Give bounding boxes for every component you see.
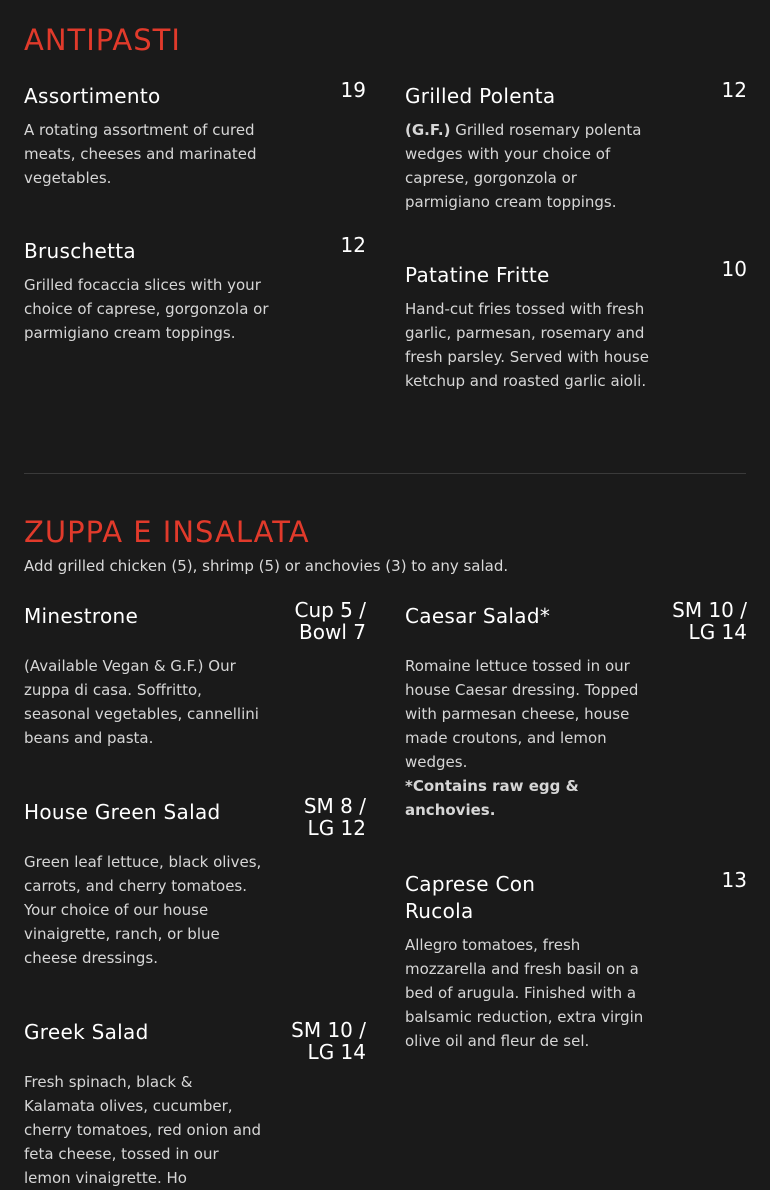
item-price: 10 [721, 257, 747, 281]
item-description [405, 118, 653, 214]
item-description: Fresh spinach, black & Kalamata olives, cucumber, cherry tomatoes, red onion and feta cheese, tossed in our lemon vinaigrette. Ho [24, 1073, 262, 1187]
section-note: Add grilled chicken (5), shrimp (5) or anchovies (3) to any salad. [24, 557, 509, 575]
item-description: Allegro tomatoes, fresh mozzarella and fresh basil on a bed of arugula. Finished with a balsamic reduction, extra virgin olive oil and fleur de sel. [405, 936, 644, 1050]
item-price [291, 1019, 366, 1063]
item-name: Greek Salad [24, 1020, 149, 1044]
item-description: Grilled focaccia slices with your choice of caprese, gorgonzola or parmigiano cream toppings. [24, 276, 269, 342]
menu-item-caesar-salad [405, 598, 747, 833]
item-description-text: Grilled rosemary polenta wedges with your choice of caprese, gorgonzola or parmigiano cream toppings. [405, 121, 642, 211]
item-description [405, 654, 653, 822]
item-description: A rotating assortment of cured meats, cheeses and marinated vegetables. [24, 121, 257, 187]
item-description-text: Romaine lettuce tossed in our house Caesar dressing. Topped with parmesan cheese, house made croutons, and lemon wedges. [405, 657, 639, 771]
item-name: Caesar Salad* [405, 604, 551, 628]
item-price: 13 [721, 868, 747, 892]
item-price: 12 [340, 233, 366, 257]
item-price-line2: LG 14 [307, 1040, 366, 1064]
item-price-line1: SM 10 / [291, 1018, 366, 1042]
item-name: Patatine Fritte [405, 263, 550, 287]
section-title-antipasti: ANTIPASTI [24, 23, 181, 57]
item-name-line2: Rucola [405, 899, 474, 923]
item-description: (Available Vegan & G.F.) Our zuppa di casa. Soffritto, seasonal vegetables, cannellini beans and pasta. [24, 657, 259, 747]
item-description: Hand-cut fries tossed with fresh garlic, parmesan, rosemary and fresh parsley. Served with house ketchup and roasted garlic aioli. [405, 300, 649, 390]
menu-item-grilled-polenta [405, 78, 747, 223]
item-price: 12 [721, 78, 747, 102]
menu-item-minestrone [24, 598, 366, 753]
gluten-free-tag: (G.F.) [405, 121, 451, 139]
section-divider [24, 473, 746, 474]
menu-item-house-green-salad [24, 794, 366, 979]
item-name: Bruschetta [24, 239, 136, 263]
item-price: 19 [340, 78, 366, 102]
item-price [294, 599, 366, 643]
item-name: House Green Salad [24, 800, 221, 824]
item-name: Minestrone [24, 604, 139, 628]
item-price-line1: Cup 5 / [294, 598, 366, 622]
item-price-line2: LG 14 [688, 620, 747, 644]
menu-item-greek-salad [24, 1018, 366, 1187]
section-title-zuppa-e-insalata: ZUPPA E INSALATA [24, 515, 310, 549]
item-price [304, 795, 366, 839]
menu-item-bruschetta [24, 233, 366, 378]
item-price-line2: LG 12 [307, 816, 366, 840]
allergen-warning: *Contains raw egg & anchovies. [405, 777, 579, 819]
item-price-line1: SM 10 / [672, 598, 747, 622]
item-description: Green leaf lettuce, black olives, carrots, and cherry tomatoes. Your choice of our house vinaigrette, ranch, or blue cheese dressings. [24, 853, 262, 967]
menu-item-caprese-con-rucola [405, 868, 747, 1061]
item-name: Assortimento [24, 84, 161, 108]
menu-item-assortimento [24, 78, 366, 193]
item-price [672, 599, 747, 643]
menu-item-patatine-fritte [405, 257, 747, 422]
item-name-line1: Caprese Con [405, 872, 536, 896]
item-price-line2: Bowl 7 [299, 620, 366, 644]
item-price-line1: SM 8 / [303, 794, 366, 818]
item-name: Grilled Polenta [405, 84, 556, 108]
item-name [405, 871, 535, 925]
